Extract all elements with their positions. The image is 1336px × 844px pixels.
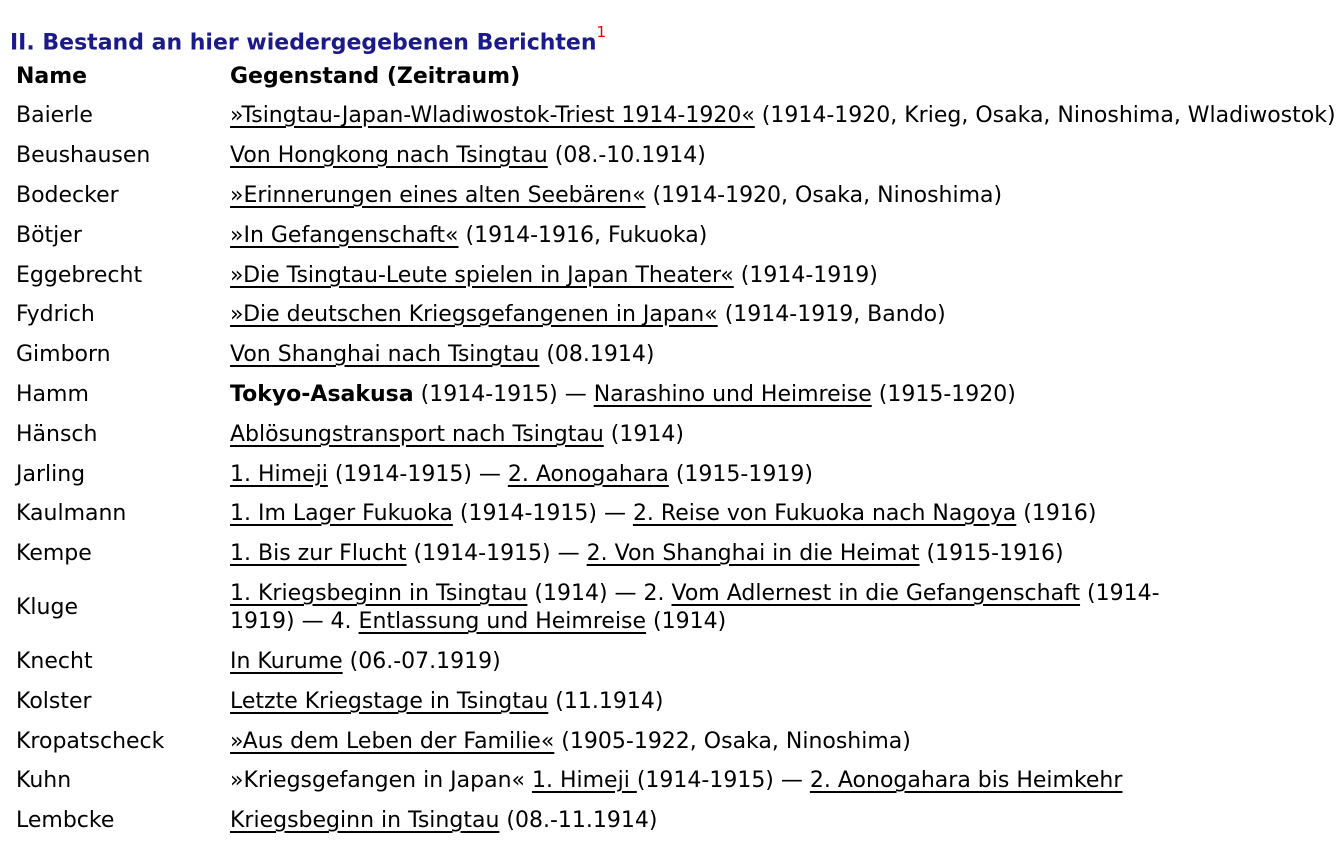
author-name: Kempe bbox=[16, 541, 92, 566]
report-link[interactable]: Letzte Kriegstage in Tsingtau bbox=[230, 689, 549, 714]
report-link[interactable]: »Erinnerungen eines alten Seebären« bbox=[230, 183, 646, 208]
report-link[interactable]: In Kurume bbox=[230, 649, 343, 674]
report-period-text: »Kriegsgefangen in Japan« bbox=[230, 768, 532, 793]
author-name: Bötjer bbox=[16, 223, 82, 248]
table-row bbox=[0, 139, 1091, 179]
section-title bbox=[10, 23, 607, 56]
subject-cell bbox=[230, 581, 1160, 606]
report-period-text: (11.1914) bbox=[548, 689, 664, 714]
report-link[interactable]: 2. Aonogahara bis Heimkehr bbox=[809, 768, 1123, 793]
report-link[interactable]: 2. Von Shanghai in die Heimat bbox=[586, 541, 920, 566]
table-row bbox=[0, 764, 1123, 804]
report-period-text: (1914-1919, Bando) bbox=[717, 302, 946, 327]
report-link[interactable]: »Tsingtau-Japan-Wladiwostok-Triest 1914-1920« bbox=[230, 103, 755, 128]
table-row bbox=[0, 259, 1091, 299]
report-link[interactable]: Narashino und Heimreise bbox=[593, 382, 872, 407]
table-row bbox=[0, 645, 1091, 685]
report-period-text: 1919) — 4. bbox=[230, 609, 359, 634]
report-period-text: (1914-1915) — bbox=[636, 768, 810, 793]
subject-cell bbox=[230, 342, 655, 367]
report-period-text: (1915-1920) bbox=[871, 382, 1016, 407]
report-title-bold: Tokyo-Asakusa bbox=[230, 382, 414, 407]
report-link[interactable]: 2. Reise von Fukuoka nach Nagoya bbox=[632, 501, 1017, 526]
subject-cell bbox=[230, 223, 707, 248]
table-row bbox=[0, 418, 1091, 458]
author-name: Jarling bbox=[16, 462, 86, 487]
report-period-text: (1914) bbox=[646, 609, 727, 634]
subject-cell bbox=[230, 541, 1064, 566]
table-row bbox=[0, 298, 1091, 338]
report-period-text: (1914-1915) — bbox=[327, 462, 508, 487]
author-name: Beushausen bbox=[16, 143, 151, 168]
report-link[interactable]: Von Hongkong nach Tsingtau bbox=[230, 143, 548, 168]
footnote-marker[interactable]: 1 bbox=[596, 23, 607, 41]
report-link[interactable]: Von Shanghai nach Tsingtau bbox=[230, 342, 540, 367]
author-name: Bodecker bbox=[16, 183, 119, 208]
report-period-text: (1915-1916) bbox=[919, 541, 1064, 566]
table-row bbox=[0, 577, 1160, 645]
report-period-text: (08.1914) bbox=[539, 342, 655, 367]
table-row bbox=[0, 99, 1336, 139]
section-title-text: II. Bestand an hier wiedergegebenen Berichten bbox=[10, 30, 597, 56]
report-link[interactable]: 1. Kriegsbeginn in Tsingtau bbox=[230, 581, 528, 606]
report-period-text: (1914-1916, Fukuoka) bbox=[458, 223, 708, 248]
subject-cell bbox=[230, 103, 1336, 128]
report-period-text: (1914-1915) — bbox=[413, 382, 594, 407]
subject-cell bbox=[230, 768, 1122, 793]
report-link[interactable]: »Aus dem Leben der Familie« bbox=[230, 729, 555, 754]
author-name: Kluge bbox=[16, 595, 78, 620]
report-period-text: (1914-1920, Osaka, Ninoshima) bbox=[645, 183, 1003, 208]
report-link[interactable]: »In Gefangenschaft« bbox=[230, 223, 459, 248]
subject-cell bbox=[230, 462, 813, 487]
subject-cell bbox=[230, 263, 878, 288]
report-period-text: (1914) — 2. bbox=[527, 581, 672, 606]
report-link[interactable]: 1. Himeji bbox=[531, 768, 637, 793]
table-row bbox=[0, 497, 1097, 537]
author-name: Eggebrecht bbox=[16, 263, 143, 288]
report-period-text: (1914-1915) — bbox=[452, 501, 633, 526]
subject-cell bbox=[230, 382, 1016, 407]
table-row bbox=[0, 458, 1091, 498]
author-name: Kaulmann bbox=[16, 501, 127, 526]
author-name: Gimborn bbox=[16, 342, 111, 367]
report-period-text: (1914-1919) bbox=[733, 263, 878, 288]
report-link[interactable]: 1. Im Lager Fukuoka bbox=[230, 501, 453, 526]
author-name: Kropatscheck bbox=[16, 729, 165, 754]
subject-cell bbox=[230, 501, 1096, 526]
author-name: Hänsch bbox=[16, 422, 98, 447]
subject-cell bbox=[230, 729, 911, 754]
subject-cell bbox=[230, 422, 684, 447]
report-link[interactable]: Vom Adlernest in die Gefangenschaft bbox=[671, 581, 1081, 606]
author-name: Fydrich bbox=[16, 302, 95, 327]
report-link[interactable]: 1. Bis zur Flucht bbox=[230, 541, 407, 566]
report-period-text: (1914-1920, Krieg, Osaka, Ninoshima, Wladiwostok) bbox=[754, 103, 1336, 128]
report-link[interactable]: 1. Himeji bbox=[230, 462, 328, 487]
column-header-subject: Gegenstand (Zeitraum) bbox=[230, 64, 521, 89]
table-row bbox=[0, 685, 1091, 725]
subject-cell-line2 bbox=[230, 609, 726, 634]
author-name: Lembcke bbox=[16, 808, 115, 833]
table-row bbox=[0, 804, 1091, 844]
report-period-text: (1905-1922, Osaka, Ninoshima) bbox=[554, 729, 911, 754]
table-row bbox=[0, 378, 1091, 418]
report-link[interactable]: »Die Tsingtau-Leute spielen in Japan Theater« bbox=[230, 263, 734, 288]
report-period-text: (1916) bbox=[1016, 501, 1097, 526]
subject-cell bbox=[230, 808, 657, 833]
report-link[interactable]: »Die deutschen Kriegsgefangenen in Japan« bbox=[230, 302, 718, 327]
table-row bbox=[0, 219, 1091, 259]
subject-cell bbox=[230, 689, 663, 714]
table-row bbox=[0, 338, 1091, 378]
table-row bbox=[0, 725, 1091, 765]
report-period-text: (1915-1919) bbox=[668, 462, 813, 487]
subject-cell bbox=[230, 143, 706, 168]
report-period-text: (1914-1915) — bbox=[406, 541, 587, 566]
report-link[interactable]: Kriegsbeginn in Tsingtau bbox=[230, 808, 500, 833]
report-link[interactable]: Ablösungstransport nach Tsingtau bbox=[230, 422, 604, 447]
table-row bbox=[0, 537, 1091, 577]
author-name: Knecht bbox=[16, 649, 93, 674]
table-row bbox=[0, 179, 1091, 219]
report-link[interactable]: 2. Aonogahara bbox=[507, 462, 669, 487]
report-period-text: (08.-10.1914) bbox=[547, 143, 706, 168]
author-name: Kolster bbox=[16, 689, 92, 714]
report-link[interactable]: Entlassung und Heimreise bbox=[358, 609, 647, 634]
subject-cell bbox=[230, 302, 946, 327]
author-name: Baierle bbox=[16, 103, 93, 128]
author-name: Hamm bbox=[16, 382, 89, 407]
subject-cell bbox=[230, 649, 501, 674]
report-period-text: (1914) bbox=[603, 422, 684, 447]
report-period-text: (1914- bbox=[1080, 581, 1160, 606]
report-period-text: (06.-07.1919) bbox=[342, 649, 501, 674]
subject-cell bbox=[230, 183, 1002, 208]
author-name: Kuhn bbox=[16, 768, 72, 793]
report-period-text: (08.-11.1914) bbox=[499, 808, 658, 833]
column-header-name: Name bbox=[16, 64, 88, 89]
